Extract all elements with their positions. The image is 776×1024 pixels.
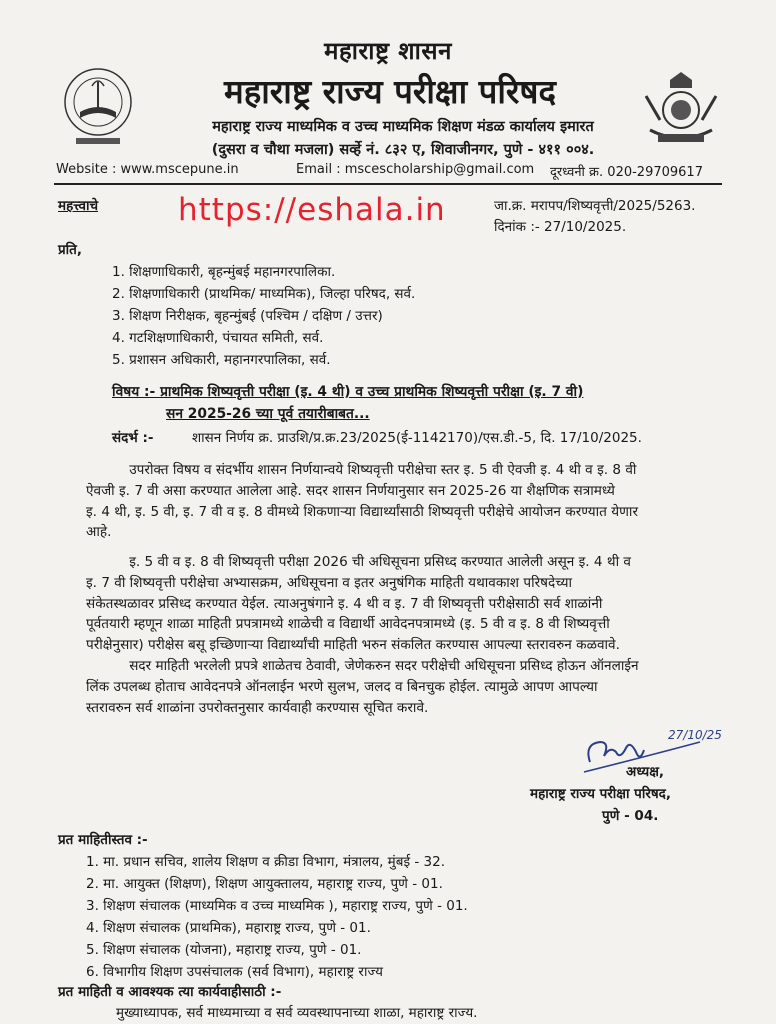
letter-date: दिनांक :- 27/10/2025. (494, 219, 627, 235)
watermark-url: https://eshala.in (178, 192, 446, 228)
action-copy-label: प्रत माहिती व आवश्यक त्या कार्यवाहीसाठी :- (58, 984, 282, 1000)
action-copy-text: मुख्याध्यापक, सर्व माध्यमाच्या व सर्व व्यवस्थापनाच्या शाळा, महाराष्ट्र राज्य. (116, 1005, 478, 1021)
list-item: 6. विभागीय शिक्षण उपसंचालक (सर्व विभाग), महाराष्ट्र राज्य (86, 964, 383, 980)
list-item: 5. प्रशासन अधिकारी, महानगरपालिका, सर्व. (112, 352, 331, 368)
website: Website : www.mscepune.in (56, 162, 239, 177)
list-item: 4. गटशिक्षणाधिकारी, पंचायत समिती, सर्व. (112, 330, 324, 346)
paragraph-2: इ. 5 वी व इ. 8 वी शिष्यवृत्ती परीक्षा 2026 ची अधिसूचना प्रसिध्द करण्यात आलेली असून इ. 4 थी व इ. 7 वी शिष्यवृत्ती परीक्षेचा अभ्यासक्रम, अधिसूचना व इतर अनुषंगिक माहिती यथावकाश परिषदेच्या संकेतस्थळावर प्रसिध्द करण्यात येईल. त्याअनुषंगाने इ. 4 थी व इ. 7 वी शिष्यवृत्ती परीक्षेसाठी सर्व शाळांनी पूर्वतयारी म्हणून शाळा माहिती प्रपत्रामध्ये शाळेची व विद्यार्थी आवेदनपत्रामध्ये (इ. 5 वी व इ. 8 वी शिष्यवृत्ती परीक्षेनुसार) परीक्षेस बसू इच्छिणाऱ्या विद्यार्थ्यांची माहिती भरुन संकलित करण्यास आपल्या स्तरावरुन कळवावे. (86, 554, 631, 654)
signatory-org: महाराष्ट्र राज्य परीक्षा परिषद, (530, 786, 671, 802)
email: Email : mscescholarship@gmail.com (296, 162, 535, 177)
reference-label: संदर्भ :- (112, 430, 154, 446)
paragraph-1: उपरोक्त विषय व संदर्भीय शासन निर्णयान्वये शिष्यवृत्ती परीक्षेचा स्तर इ. 5 वी ऐवजी इ. 4 थी व इ. 8 वी ऐवजी इ. 7 वी असा करण्यात आलेला आहे. सदर शासन निर्णयानुसार सन 2025-26 या शैक्षणिक सत्रामध्ये इ. 4 थी, इ. 5 वी, इ. 7 वी व इ. 8 वीमध्ये शिकणाऱ्या विद्यार्थ्यांसाठी शिष्यवृत्ती परीक्षेचे आयोजन करण्यात येणार आहे. (86, 462, 639, 541)
reference-number: जा.क्र. मरापप/शिष्यवृत्ती/2025/5263. (494, 198, 696, 214)
phone: दूरध्वनी क्र. 020-29709617 (550, 165, 703, 180)
list-item: 1. मा. प्रधान सचिव, शालेय शिक्षण व क्रीडा विभाग, मंत्रालय, मुंबई - 32. (86, 854, 445, 870)
subject-line-1: विषय :- प्राथमिक शिष्यवृत्ती परीक्षा (इ. 4 थी) व उच्च प्राथमिक शिष्यवृत्ती परीक्षा (इ. 7 वी) (112, 384, 584, 400)
importance-label: महत्त्वाचे (58, 198, 99, 214)
signatory-city: पुणे - 04. (602, 808, 659, 824)
signature-date: 27/10/25 (668, 728, 722, 742)
list-item: 5. शिक्षण संचालक (योजना), महाराष्ट्र राज्य, पुणे - 01. (86, 942, 362, 958)
to-label: प्रति, (58, 242, 83, 258)
list-item: 3. शिक्षण संचालक (माध्यमिक व उच्च माध्यमिक ), महाराष्ट्र राज्य, पुणे - 01. (86, 898, 468, 914)
list-item: 2. शिक्षणाधिकारी (प्राथमिक/ माध्यमिक), जिल्हा परिषद, सर्व. (112, 286, 416, 302)
list-item: 2. मा. आयुक्त (शिक्षण), शिक्षण आयुक्तालय, महाराष्ट्र राज्य, पुणे - 01. (86, 876, 443, 892)
council-logo-icon (62, 62, 134, 150)
list-item: 3. शिक्षण निरीक्षक, बृहन्मुंबई (पश्चिम / दक्षिण / उत्तर) (112, 308, 383, 324)
signatory-title: अध्यक्ष, (626, 764, 665, 780)
header-divider (54, 183, 722, 185)
subject-line-2: सन 2025-26 च्या पूर्व तयारीबाबत... (166, 406, 370, 422)
address-line-2: (दुसरा व चौथा मजला) सर्व्हे नं. ८३२ ए, शिवाजीनगर, पुणे - ४११ ००४. (211, 142, 595, 158)
emblem-icon (640, 66, 722, 150)
government-title: महाराष्ट्र शासन (324, 37, 452, 65)
paragraph-3: सदर माहिती भरलेली प्रपत्रे शाळेतच ठेवावी, जेणेकरुन सदर परीक्षेची अधिसूचना प्रसिध्द होऊन ऑनलाईन लिंक उपलब्ध होताच आवेदनपत्रे ऑनलाईन भरणे सुलभ, जलद व बिनचुक होईल. त्यामुळे आपण आपल्या स्तरावरुन सर्व शाळांना उपरोक्तनुसार कार्यवाही करण्यास सूचित करावे. (86, 658, 639, 716)
copy-to-label: प्रत माहितीस्तव :- (58, 832, 148, 848)
address-line-1: महाराष्ट्र राज्य माध्यमिक व उच्च माध्यमिक शिक्षण मंडळ कार्यालय इमारत (212, 119, 594, 135)
reference-text: शासन निर्णय क्र. प्राउशि/प्र.क्र.23/2025(ई-1142170)/एस.डी.-5, दि. 17/10/2025. (192, 430, 642, 446)
list-item: 4. शिक्षण संचालक (प्राथमिक), महाराष्ट्र राज्य, पुणे - 01. (86, 920, 371, 936)
list-item: 1. शिक्षणाधिकारी, बृहन्मुंबई महानगरपालिका. (112, 264, 336, 280)
council-title: महाराष्ट्र राज्य परीक्षा परिषद (223, 72, 557, 111)
